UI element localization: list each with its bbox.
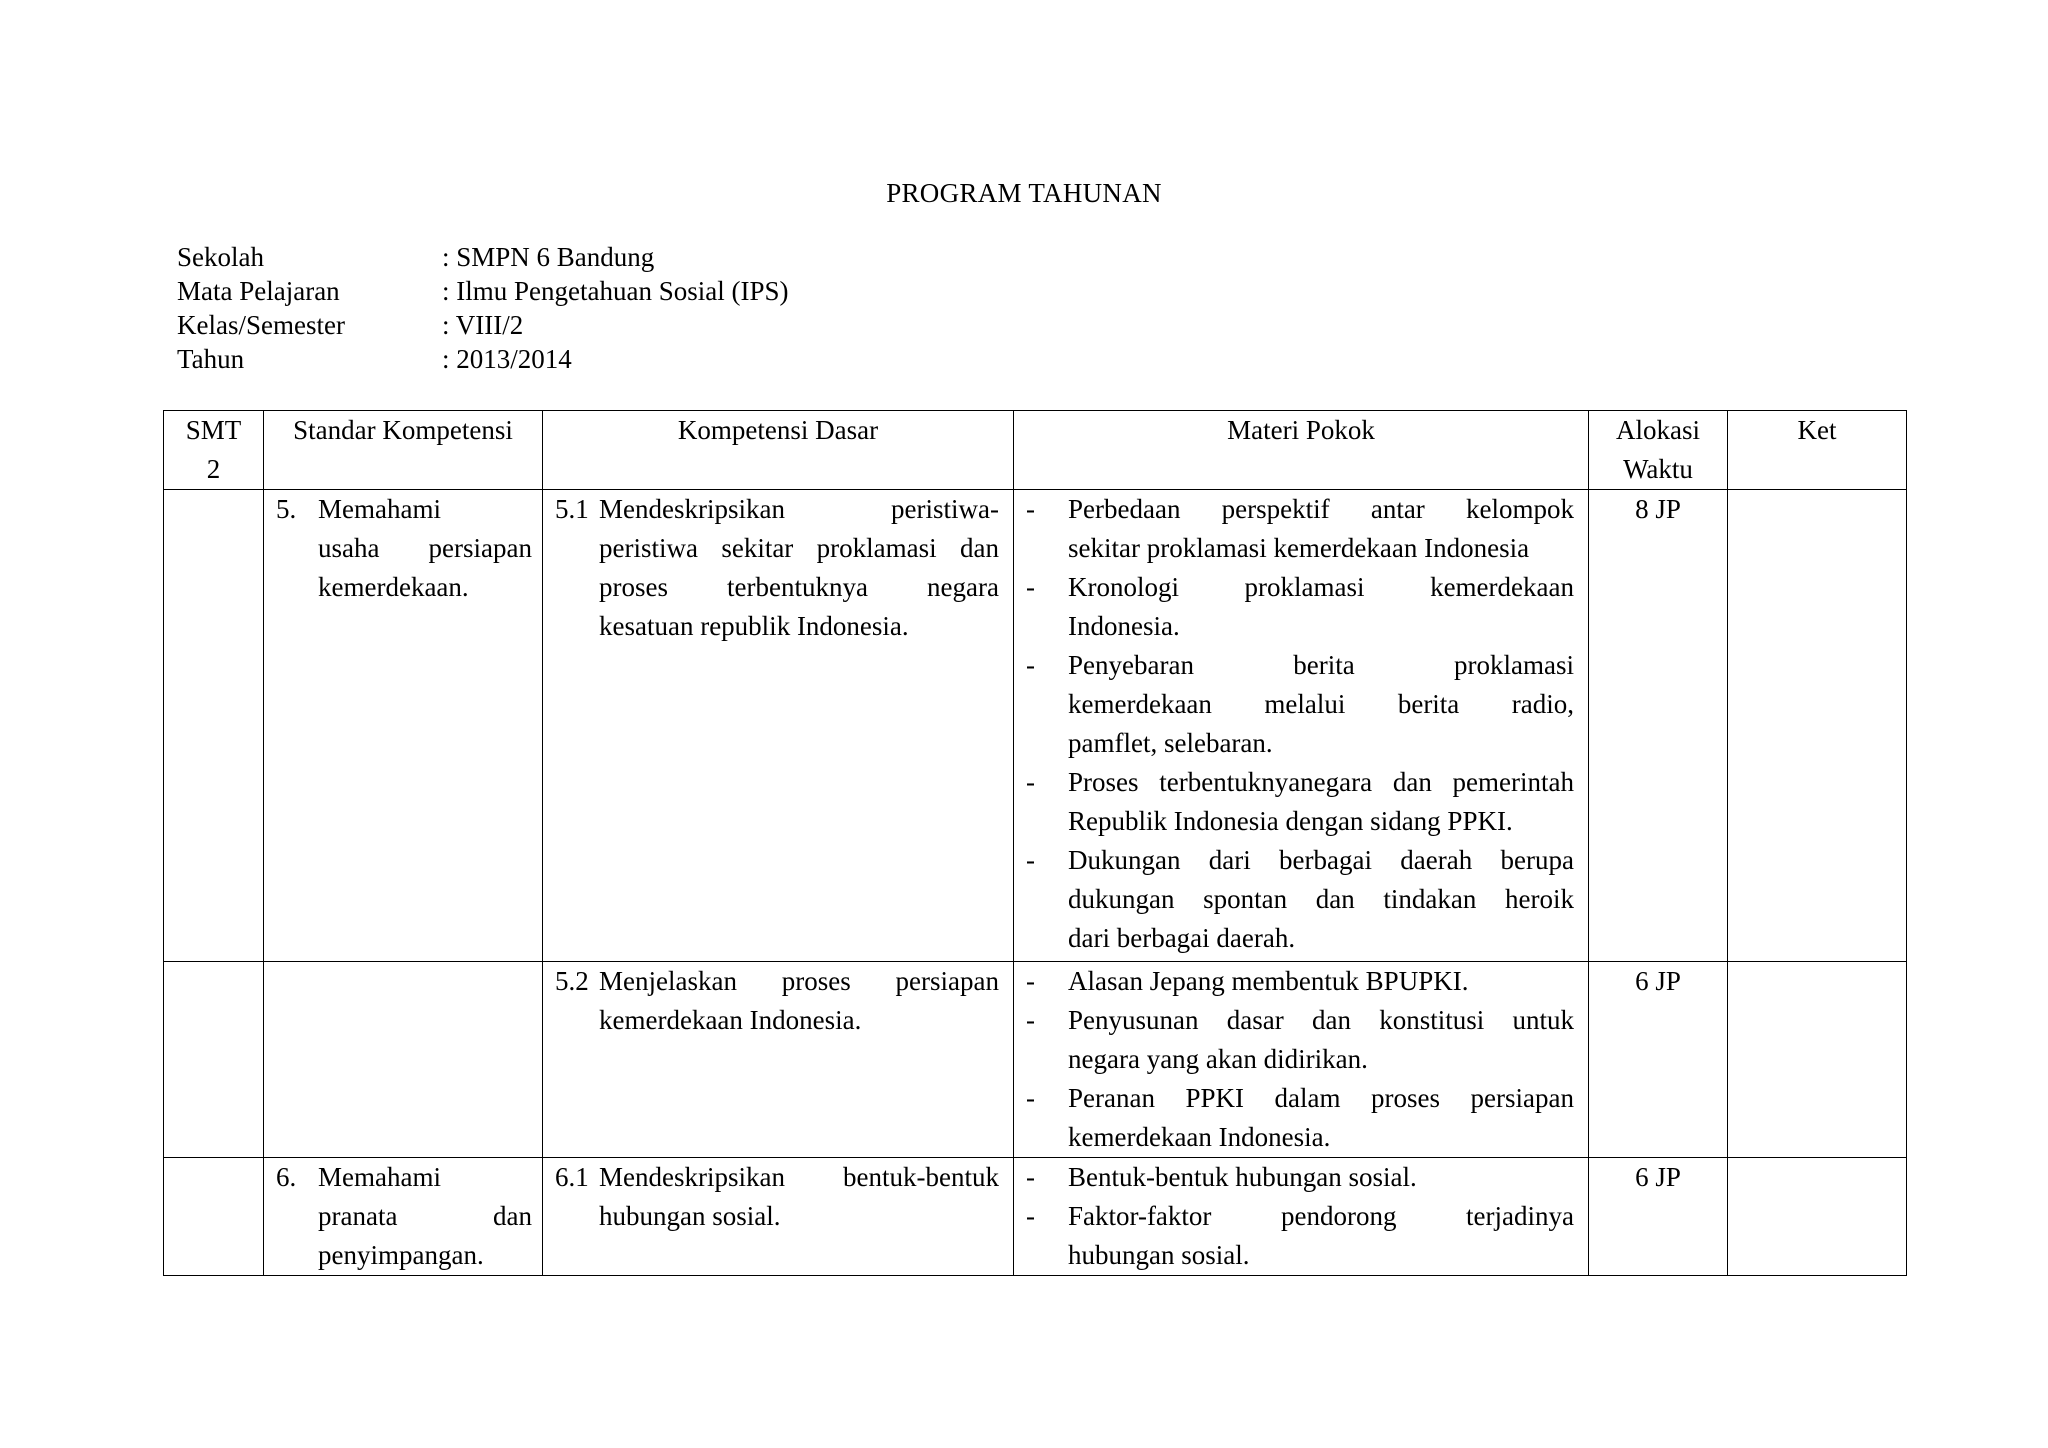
mp-line: Perbedaan perspektif antar kelompok (1068, 494, 1574, 524)
cell-kompetensi-dasar (543, 1158, 1014, 1276)
sk-number: 5. (276, 494, 297, 524)
sk-number: 6. (276, 1162, 297, 1192)
cell-ket (1728, 1158, 1907, 1276)
kd-line: peristiwa sekitar proklamasi dan (599, 533, 999, 563)
kd-line: hubungan sosial. (599, 1201, 781, 1231)
mp-line: Bentuk-bentuk hubungan sosial. (1068, 1162, 1417, 1192)
mp-line: pamflet, selebaran. (1068, 728, 1273, 758)
header-standar-kompetensi: Standar Kompetensi (264, 411, 543, 490)
kd-number: 5.2 (555, 966, 589, 996)
kd-number: 5.1 (555, 494, 589, 524)
mp-line: kemerdekaan Indonesia. (1068, 1122, 1331, 1152)
kd-line: Menjelaskan proses persiapan (599, 966, 999, 996)
mp-line: kemerdekaan melalui berita radio, (1068, 689, 1574, 719)
info-label: Kelas/Semester (177, 310, 345, 340)
info-row-mata-pelajaran (177, 274, 788, 308)
mp-line: Dukungan dari berbagai daerah berupa (1068, 845, 1574, 875)
info-row-sekolah (177, 240, 788, 274)
mp-line: Kronologi proklamasi kemerdekaan (1068, 572, 1574, 602)
cell-standar-kompetensi (264, 1158, 543, 1276)
mp-line: Republik Indonesia dengan sidang PPKI. (1068, 806, 1513, 836)
list-item (1026, 962, 1574, 1001)
list-item (1026, 568, 1574, 646)
kd-line: Mendeskripsikan bentuk-bentuk (599, 1162, 999, 1192)
info-row-kelas-semester (177, 308, 788, 342)
sk-line: usaha persiapan (318, 533, 532, 563)
sk-line: pranata dan (318, 1201, 532, 1231)
info-value: : SMPN 6 Bandung (442, 242, 655, 272)
mp-line: Indonesia. (1068, 611, 1180, 641)
cell-materi-pokok (1014, 1158, 1589, 1276)
bullet-dash: - (1026, 767, 1035, 797)
mp-line: Proses terbentuknyanegara dan pemerintah (1068, 767, 1574, 797)
table-row (164, 962, 1907, 1158)
cell-kompetensi-dasar (543, 962, 1014, 1158)
kd-number: 6.1 (555, 1162, 589, 1192)
bullet-dash: - (1026, 1005, 1035, 1035)
cell-materi-pokok (1014, 962, 1589, 1158)
cell-smt (164, 490, 264, 962)
info-value: : Ilmu Pengetahuan Sosial (IPS) (442, 276, 789, 306)
sk-line: penyimpangan. (318, 1240, 484, 1270)
kd-line: kesatuan republik Indonesia. (599, 611, 909, 641)
info-value: : VIII/2 (442, 310, 524, 340)
table-header-row (164, 411, 1907, 490)
cell-ket (1728, 490, 1907, 962)
cell-kompetensi-dasar (543, 490, 1014, 962)
list-item (1026, 646, 1574, 763)
cell-materi-pokok (1014, 490, 1589, 962)
document-info (177, 240, 788, 376)
header-smt-line1: SMT (185, 415, 242, 445)
bullet-dash: - (1026, 1162, 1035, 1192)
mp-line: hubungan sosial. (1068, 1240, 1250, 1270)
bullet-dash: - (1026, 494, 1035, 524)
mp-line: Faktor-faktor pendorong terjadinya (1068, 1201, 1574, 1231)
mp-line: dukungan spontan dan tindakan heroik (1068, 884, 1574, 914)
cell-smt (164, 962, 264, 1158)
info-label: Tahun (177, 344, 245, 374)
kd-line: proses terbentuknya negara (599, 572, 999, 602)
header-smt-line2: 2 (206, 454, 221, 484)
list-item (1026, 1158, 1574, 1197)
cell-standar-kompetensi (264, 490, 543, 962)
info-label: Mata Pelajaran (177, 276, 340, 306)
info-row-tahun (177, 342, 788, 376)
bullet-dash: - (1026, 1201, 1035, 1231)
bullet-dash: - (1026, 572, 1035, 602)
mp-line: sekitar proklamasi kemerdekaan Indonesia (1068, 533, 1530, 563)
kd-line: kemerdekaan Indonesia. (599, 1005, 862, 1035)
header-materi-pokok: Materi Pokok (1014, 411, 1589, 490)
list-item (1026, 841, 1574, 958)
mp-line: dari berbagai daerah. (1068, 923, 1296, 953)
mp-line: Alasan Jepang membentuk BPUPKI. (1068, 966, 1469, 996)
program-table (163, 410, 1907, 1276)
sk-line: kemerdekaan. (318, 572, 469, 602)
page-title: PROGRAM TAHUNAN (886, 178, 1162, 208)
header-alokasi-waktu (1589, 411, 1728, 490)
sk-line: Memahami (318, 494, 441, 524)
header-kompetensi-dasar: Kompetensi Dasar (543, 411, 1014, 490)
mp-line: Peranan PPKI dalam proses persiapan (1068, 1083, 1574, 1113)
table-row (164, 1158, 1907, 1276)
mp-line: Penyebaran berita proklamasi (1068, 650, 1574, 680)
bullet-dash: - (1026, 650, 1035, 680)
header-ket: Ket (1728, 411, 1907, 490)
cell-alokasi-waktu: 6 JP (1589, 1158, 1728, 1276)
header-aw-line1: Alokasi (1616, 415, 1700, 445)
info-value: : 2013/2014 (442, 344, 572, 374)
cell-alokasi-waktu: 8 JP (1589, 490, 1728, 962)
mp-line: Penyusunan dasar dan konstitusi untuk (1068, 1005, 1574, 1035)
header-smt (164, 411, 264, 490)
mp-line: negara yang akan didirikan. (1068, 1044, 1368, 1074)
cell-standar-kompetensi (264, 962, 543, 1158)
bullet-dash: - (1026, 845, 1035, 875)
table-row (164, 490, 1907, 962)
list-item (1026, 1197, 1574, 1275)
cell-smt (164, 1158, 264, 1276)
list-item (1026, 1001, 1574, 1079)
list-item (1026, 763, 1574, 841)
bullet-dash: - (1026, 966, 1035, 996)
cell-ket (1728, 962, 1907, 1158)
cell-alokasi-waktu: 6 JP (1589, 962, 1728, 1158)
bullet-dash: - (1026, 1083, 1035, 1113)
kd-line: Mendeskripsikan peristiwa- (599, 494, 999, 524)
info-label: Sekolah (177, 242, 264, 272)
list-item (1026, 490, 1574, 568)
sk-line: Memahami (318, 1162, 441, 1192)
header-aw-line2: Waktu (1623, 454, 1693, 484)
list-item (1026, 1079, 1574, 1157)
